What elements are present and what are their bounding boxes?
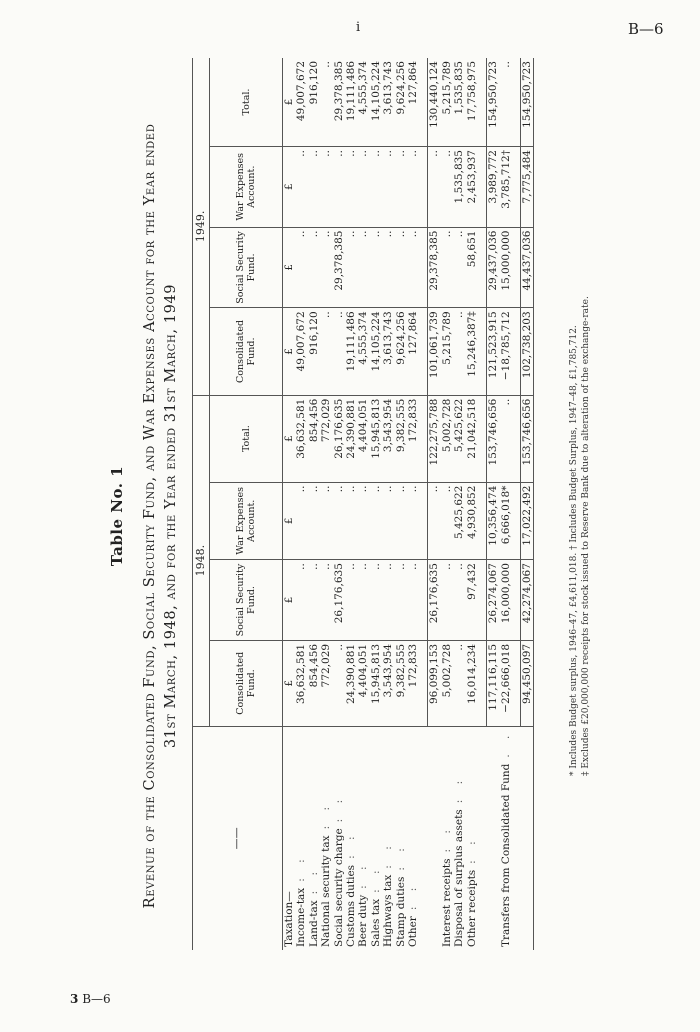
column-header: Consolidated Fund. (210, 640, 283, 726)
cell-value: 14,105,224 (370, 58, 382, 147)
cell-value: 19,111,486 (345, 58, 357, 147)
table-number: Table No. 1 (108, 465, 126, 567)
cell-value: 5,215,789 (441, 58, 453, 147)
currency-symbol: £ (283, 58, 296, 147)
cell-value: 9,382,555 (395, 395, 407, 482)
table-row (407, 58, 419, 950)
cell-value: .. (441, 147, 453, 228)
cell-value: .. (320, 58, 332, 147)
cell-value: .. (333, 640, 345, 726)
grand-total-row (520, 58, 533, 950)
cell-value (419, 640, 428, 726)
table-title-line2: 31st March, 1948, and for the Year ended 31st March, 1949 (163, 283, 179, 749)
row-label: National security tax: : (320, 801, 333, 947)
cell-value (512, 640, 521, 726)
cell-value: 15,945,813 (370, 395, 382, 482)
row-label: Beer duty: : (357, 860, 370, 947)
cell-value: 154,950,723 (520, 58, 533, 147)
cell-value (419, 482, 428, 560)
column-header: Total. (210, 395, 283, 482)
table-row (453, 58, 465, 950)
currency-symbol: £ (283, 482, 296, 560)
footnote: * Includes Budget surplus, 1946–47, £4,611,018. † Includes Budget Surplus, 1947–48, £1,785,712. (569, 325, 579, 776)
cell-value: .. (295, 482, 307, 560)
cell-value: 44,437,036 (520, 227, 533, 308)
cell-value: 4,930,852 (466, 482, 478, 560)
rotated-table-block (70, 36, 630, 996)
row-label-text: Other (407, 916, 420, 947)
row-label-text: Income-tax (295, 887, 308, 947)
cell-value: 172,833 (407, 640, 419, 726)
row-label (487, 726, 500, 950)
cell-value: 29,437,036 (487, 227, 500, 308)
cell-value (478, 308, 487, 395)
footer-page-number: 3 (70, 992, 79, 1006)
cell-value: 122,275,788 (428, 395, 441, 482)
cell-value: 1,535,835 (453, 147, 465, 228)
cell-value: 15,246,387‡ (466, 308, 478, 395)
row-label (419, 726, 428, 950)
cell-value: 127,864 (407, 308, 419, 395)
cell-value: .. (370, 560, 382, 641)
cell-value: .. (500, 395, 512, 482)
footer-page-code: B—6 (82, 992, 111, 1006)
cell-value: .. (441, 482, 453, 560)
table-row (345, 58, 357, 950)
cell-value: .. (370, 227, 382, 308)
cell-value (419, 308, 428, 395)
cell-value: 127,864 (407, 58, 419, 147)
table-row (357, 58, 369, 950)
cell-value: 3,613,743 (382, 308, 394, 395)
cell-value: 16,014,234 (466, 640, 478, 726)
cell-value: 916,120 (308, 308, 320, 395)
cell-value: 4,555,374 (357, 58, 369, 147)
cell-value: 102,738,203 (520, 308, 533, 395)
cell-value: .. (382, 227, 394, 308)
cell-value: 772,029 (320, 395, 332, 482)
row-label: Highways tax: : (382, 840, 395, 947)
cell-value: 153,746,656 (487, 395, 500, 482)
spacer-row (512, 58, 521, 950)
cell-value (512, 560, 521, 641)
row-label: Social security charge: : (332, 793, 345, 947)
cell-value: .. (407, 147, 419, 228)
cell-value: .. (295, 147, 307, 228)
cell-value: 854,456 (308, 640, 320, 726)
column-header: Total. (210, 58, 283, 147)
year-header-1949: 1949. (193, 58, 210, 395)
cell-value: 49,007,672 (295, 308, 307, 395)
cell-value (419, 227, 428, 308)
cell-value: 5,425,622 (453, 482, 465, 560)
row-label: Other receipts: : (465, 835, 478, 947)
cell-value: 121,523,915 (487, 308, 500, 395)
table-row (466, 58, 478, 950)
cell-value: 172,833 (407, 395, 419, 482)
column-header: Social Security Fund. (210, 560, 283, 641)
cell-value (419, 560, 428, 641)
year-header-1948: 1948. (193, 395, 210, 726)
cell-value: 29,378,385 (333, 58, 345, 147)
row-label-text: Stamp duties (394, 876, 407, 947)
cell-value: 4,404,051 (357, 640, 369, 726)
cell-value: 19,111,486 (345, 308, 357, 395)
table-row (382, 58, 394, 950)
cell-value: 15,945,813 (370, 640, 382, 726)
cell-value: 14,105,224 (370, 308, 382, 395)
cell-value: 58,651 (466, 227, 478, 308)
footnote: ‡ Excludes £20,000,000 receipts for stock issued to Reserve Bank due to alteration of the exchange-rate. (581, 296, 591, 776)
column-header: War Expenses Account. (210, 482, 283, 560)
cell-value (419, 58, 428, 147)
row-label-text: Customs duties (345, 864, 358, 947)
row-label: Sales tax: : (369, 864, 382, 947)
cell-value: 3,543,954 (382, 395, 394, 482)
cell-value: .. (453, 560, 465, 641)
page-code: B—6 (628, 20, 664, 38)
footnotes (568, 296, 592, 776)
cell-value: 3,543,954 (382, 640, 394, 726)
cell-value: .. (441, 227, 453, 308)
row-label: Disposal of surplus assets: : (453, 774, 466, 947)
cell-value: .. (357, 482, 369, 560)
row-label-text: Social security charge (332, 828, 345, 947)
cell-value: .. (453, 308, 465, 395)
cell-value: .. (308, 560, 320, 641)
cell-value: 117,116,115 (487, 640, 500, 726)
cell-value (512, 482, 521, 560)
cell-value: 29,378,385 (333, 227, 345, 308)
transfers-row (500, 58, 512, 950)
cell-value: 5,002,728 (441, 640, 453, 726)
revenue-table (192, 58, 534, 950)
cell-value: 16,000,000 (500, 560, 512, 641)
cell-value: 1,535,835 (453, 58, 465, 147)
cell-value: 6,666,018* (500, 482, 512, 560)
row-label: Interest receipts: : (440, 824, 453, 947)
cell-value: .. (428, 147, 441, 228)
cell-value: 17,758,975 (466, 58, 478, 147)
cell-value: 29,378,385 (428, 227, 441, 308)
cell-value: 854,456 (308, 395, 320, 482)
cell-value: .. (345, 560, 357, 641)
cell-value: .. (407, 560, 419, 641)
cell-value: 36,632,581 (295, 395, 307, 482)
cell-value: .. (370, 482, 382, 560)
currency-symbol: £ (283, 395, 296, 482)
cell-value: 24,390,881 (345, 395, 357, 482)
row-label-text: Taxation— (283, 891, 295, 947)
cell-value: .. (453, 640, 465, 726)
cell-value: .. (345, 227, 357, 308)
row-label: Transfers from Consolidated Fund. . (499, 729, 512, 947)
cell-value: 5,425,622 (453, 395, 465, 482)
row-label (512, 726, 521, 950)
currency-symbol: £ (283, 640, 296, 726)
cell-value: 154,950,723 (487, 58, 500, 147)
cell-value: 15,000,000 (500, 227, 512, 308)
column-header: War Expenses Account. (210, 147, 283, 228)
cell-value: 7,775,484 (520, 147, 533, 228)
cell-value: 130,440,124 (428, 58, 441, 147)
cell-value: .. (308, 227, 320, 308)
row-label: Income-tax: : (295, 853, 308, 947)
cell-value: .. (453, 227, 465, 308)
subtotal-row (428, 58, 441, 950)
cell-value: 3,989,772 (487, 147, 500, 228)
cell-value: .. (333, 147, 345, 228)
cell-value: .. (333, 482, 345, 560)
table-row (370, 58, 382, 950)
spacer-row (478, 58, 487, 950)
row-label: Land-tax: : (307, 865, 320, 947)
cell-value: 97,432 (466, 560, 478, 641)
cell-value: 36,632,581 (295, 640, 307, 726)
table-row (320, 58, 332, 950)
section-row (283, 58, 296, 950)
total-row (487, 58, 500, 950)
row-label (520, 726, 533, 950)
cell-value (419, 147, 428, 228)
spacer-row (419, 58, 428, 950)
cell-value: 42,274,067 (520, 560, 533, 641)
row-label (283, 726, 296, 950)
cell-value: .. (395, 227, 407, 308)
currency-symbol: £ (283, 227, 296, 308)
row-label-text: Other receipts (465, 869, 478, 947)
cell-value: 10,356,474 (487, 482, 500, 560)
row-label-text: National security tax (320, 835, 333, 947)
cell-value: 5,215,789 (441, 308, 453, 395)
table-row (333, 58, 345, 950)
cell-value: .. (308, 147, 320, 228)
page-roman-numeral: i (356, 20, 361, 35)
cell-value: .. (395, 560, 407, 641)
cell-value: −22,666,018 (500, 640, 512, 726)
row-label-text: Beer duty (357, 894, 370, 947)
cell-value: 2,453,937 (466, 147, 478, 228)
row-label-text: Interest receipts (440, 858, 453, 947)
table-title-line1: Revenue of the Consolidated Fund, Social Security Fund, and War Expenses Account for the Year ended (142, 123, 158, 909)
cell-value (419, 395, 428, 482)
cell-value: .. (320, 147, 332, 228)
cell-value: .. (357, 227, 369, 308)
row-label: Stamp duties: : (394, 842, 407, 947)
row-label: Other: : (407, 881, 420, 947)
label-header-blank: —— (193, 726, 283, 950)
cell-value: 3,785,712† (500, 147, 512, 228)
cell-value: 3,613,743 (382, 58, 394, 147)
cell-value: 26,176,635 (333, 560, 345, 641)
cell-value (512, 308, 521, 395)
table-row (308, 58, 320, 950)
row-label-text: Highways tax (382, 874, 395, 947)
cell-value (478, 395, 487, 482)
table-row (395, 58, 407, 950)
cell-value: .. (407, 482, 419, 560)
row-label (478, 726, 487, 950)
cell-value: 9,624,256 (395, 58, 407, 147)
cell-value: 26,176,635 (428, 560, 441, 641)
cell-value: .. (320, 227, 332, 308)
cell-value: .. (295, 227, 307, 308)
row-label-text: Sales tax (369, 898, 382, 947)
currency-symbol: £ (283, 147, 296, 228)
row-label (428, 726, 441, 950)
cell-value: .. (345, 482, 357, 560)
cell-value: .. (320, 482, 332, 560)
cell-value: 772,029 (320, 640, 332, 726)
cell-value (478, 227, 487, 308)
cell-value: 9,382,555 (395, 640, 407, 726)
table-row (295, 58, 307, 950)
cell-value (478, 58, 487, 147)
cell-value: 101,061,739 (428, 308, 441, 395)
cell-value: .. (320, 308, 332, 395)
cell-value: .. (395, 147, 407, 228)
cell-value: 153,746,656 (520, 395, 533, 482)
cell-value: 26,176,635 (333, 395, 345, 482)
cell-value: .. (357, 560, 369, 641)
cell-value: .. (441, 560, 453, 641)
cell-value: 4,555,374 (357, 308, 369, 395)
cell-value: .. (295, 560, 307, 641)
row-label-text: Disposal of surplus assets (453, 809, 466, 947)
table-row (441, 58, 453, 950)
cell-value (512, 58, 521, 147)
cell-value: 94,450,097 (520, 640, 533, 726)
cell-value: .. (333, 308, 345, 395)
column-header: Consolidated Fund. (210, 308, 283, 395)
cell-value (478, 482, 487, 560)
cell-value: 24,390,881 (345, 640, 357, 726)
cell-value: .. (382, 560, 394, 641)
cell-value: .. (407, 227, 419, 308)
column-header: Social Security Fund. (210, 227, 283, 308)
cell-value: 21,042,518 (466, 395, 478, 482)
cell-value: .. (345, 147, 357, 228)
cell-value: 9,624,256 (395, 308, 407, 395)
cell-value: 5,002,728 (441, 395, 453, 482)
cell-value: .. (357, 147, 369, 228)
cell-value: .. (382, 482, 394, 560)
cell-value: 96,099,153 (428, 640, 441, 726)
cell-value (512, 227, 521, 308)
cell-value: −18,785,712 (500, 308, 512, 395)
cell-value: .. (500, 58, 512, 147)
row-label-text: Land-tax (307, 900, 320, 947)
cell-value (512, 395, 521, 482)
cell-value (478, 560, 487, 641)
cell-value: 4,404,051 (357, 395, 369, 482)
cell-value: 17,022,492 (520, 482, 533, 560)
cell-value: 26,274,067 (487, 560, 500, 641)
cell-value (478, 640, 487, 726)
row-label: Customs duties: : (345, 830, 358, 947)
cell-value: .. (395, 482, 407, 560)
cell-value: .. (382, 147, 394, 228)
cell-value: 916,120 (308, 58, 320, 147)
cell-value: 49,007,672 (295, 58, 307, 147)
cell-value: .. (320, 560, 332, 641)
currency-symbol: £ (283, 308, 296, 395)
row-label-text: Transfers from Consolidated Fund (499, 763, 512, 947)
cell-value: .. (370, 147, 382, 228)
cell-value (478, 147, 487, 228)
cell-value: .. (308, 482, 320, 560)
cell-value: .. (428, 482, 441, 560)
currency-symbol: £ (283, 560, 296, 641)
cell-value (512, 147, 521, 228)
